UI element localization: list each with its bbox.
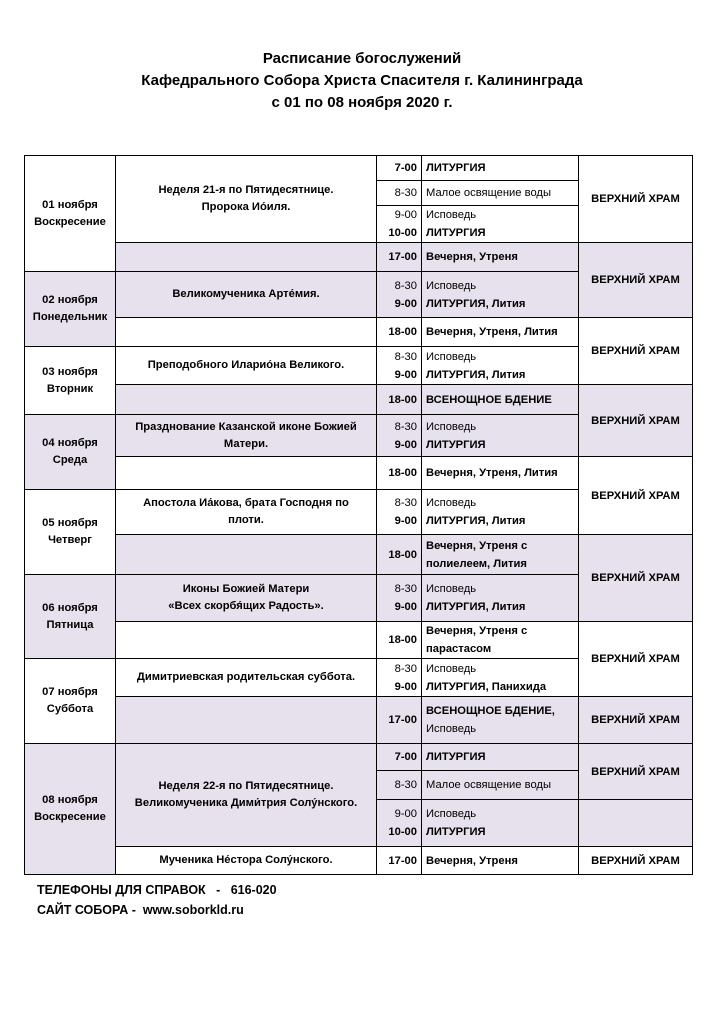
table-row xyxy=(25,385,693,415)
service-time: 17-00 xyxy=(377,243,422,272)
day-weekday: Пятница xyxy=(46,618,94,631)
service-name: Вечерня, Утреня xyxy=(422,243,579,272)
time-line: 8-30 xyxy=(394,583,417,595)
schedule-table xyxy=(24,155,693,875)
day-weekday: Понедельник xyxy=(32,311,108,323)
service-time xyxy=(377,490,422,535)
day-cell xyxy=(25,272,116,347)
time-line: 10-00 xyxy=(388,227,417,239)
day-date: 05 ноября xyxy=(42,517,98,529)
service-name xyxy=(422,800,579,847)
header-dates: с 01 по 08 ноября 2020 г. xyxy=(271,94,453,111)
service-line: Исповедь xyxy=(426,662,477,675)
feast-line: Апостола Иа́кова, брата Господня по xyxy=(143,497,349,509)
service-time: 18-00 xyxy=(377,457,422,490)
service-name xyxy=(422,575,579,622)
feast-cell xyxy=(116,490,377,535)
service-name: Вечерня, Утреня, Лития xyxy=(422,318,579,347)
feast-line: Матери. xyxy=(223,437,269,450)
service-line: Исповедь xyxy=(426,808,477,820)
day-weekday: Вторник xyxy=(46,382,94,395)
temple-cell-empty xyxy=(579,800,693,847)
service-name: Вечерня, Утреня, Лития xyxy=(422,457,579,490)
temple-cell: ВЕРХНИЙ ХРАМ xyxy=(579,744,693,800)
service-name: ЛИТУРГИЯ xyxy=(422,156,579,181)
time-line: 9-00 xyxy=(394,297,417,310)
service-time: 18-00 xyxy=(377,622,422,659)
time-line: 9-00 xyxy=(394,515,417,527)
service-time: 18-00 xyxy=(377,318,422,347)
service-time xyxy=(377,415,422,457)
service-time: 7-00 xyxy=(377,156,422,181)
service-line: полиелеем, Лития xyxy=(426,557,527,570)
table-row xyxy=(25,243,693,272)
service-name xyxy=(422,622,579,659)
feast-line: Неделя 22-я по Пятидесятнице. xyxy=(158,780,334,792)
temple-cell: ВЕРХНИЙ ХРАМ xyxy=(579,622,693,697)
day-date: 08 ноября xyxy=(42,794,98,806)
feast-cell: Великомученика Арте́мия. xyxy=(116,272,377,318)
service-line: Исповедь xyxy=(426,279,477,292)
day-cell xyxy=(25,744,116,875)
feast-line: Великомученика Дими́трия Солу́нского. xyxy=(134,797,358,809)
service-line: Исповедь xyxy=(426,583,477,595)
day-weekday: Воскресение xyxy=(34,215,106,228)
day-cell xyxy=(25,347,116,415)
table-row xyxy=(25,457,693,490)
table-row xyxy=(25,156,693,181)
service-time: 17-00 xyxy=(377,847,422,875)
service-line: ЛИТУРГИЯ, Лития xyxy=(426,368,526,381)
day-cell xyxy=(25,659,116,744)
service-line: Исповедь xyxy=(426,497,477,509)
service-line: Исповедь xyxy=(426,350,477,363)
feast-cell-empty xyxy=(116,622,377,659)
time-line: 9-00 xyxy=(394,601,417,613)
time-line: 8-30 xyxy=(394,350,417,363)
day-weekday: Суббота xyxy=(46,703,94,715)
table-row xyxy=(25,535,693,575)
feast-line: «Всех скорбя́щих Радость». xyxy=(168,600,324,612)
time-line: 9-00 xyxy=(394,209,417,221)
feast-cell-empty xyxy=(116,385,377,415)
service-line: ЛИТУРГИЯ, Лития xyxy=(426,515,526,527)
feast-cell: Преподобного Иларио́на Великого. xyxy=(116,347,377,385)
time-line: 8-30 xyxy=(394,420,417,433)
feast-cell-empty xyxy=(116,457,377,490)
temple-cell: ВЕРХНИЙ ХРАМ xyxy=(579,243,693,318)
service-line: парастасом xyxy=(426,643,492,655)
feast-cell-empty xyxy=(116,318,377,347)
service-line: Исповедь xyxy=(426,723,477,735)
service-name: Вечерня, Утреня xyxy=(422,847,579,875)
temple-cell: ВЕРХНИЙ ХРАМ xyxy=(579,457,693,535)
service-time: 8-30 xyxy=(377,771,422,800)
temple-cell: ВЕРХНИЙ ХРАМ xyxy=(579,535,693,622)
service-line: ЛИТУРГИЯ xyxy=(426,227,486,239)
day-date: 03 ноября xyxy=(42,365,98,378)
service-time xyxy=(377,272,422,318)
service-time: 18-00 xyxy=(377,385,422,415)
contacts-footer xyxy=(37,880,277,920)
table-row xyxy=(25,622,693,659)
day-weekday: Среда xyxy=(52,454,88,466)
feast-cell-empty xyxy=(116,535,377,575)
service-name xyxy=(422,415,579,457)
service-time xyxy=(377,800,422,847)
time-line: 9-00 xyxy=(394,368,417,381)
service-time xyxy=(377,575,422,622)
temple-cell: ВЕРХНИЙ ХРАМ xyxy=(579,318,693,385)
day-cell xyxy=(25,575,116,659)
feast-cell: Димитриевская родительская суббота. xyxy=(116,659,377,697)
day-date: 04 ноября xyxy=(42,437,98,449)
feast-cell: Мученика Не́стора Солу́нского. xyxy=(116,847,377,875)
phone-line: ТЕЛЕФОНЫ ДЛЯ СПРАВОК - 616-020 xyxy=(37,883,277,897)
site-line: САЙТ СОБОРА - www.soborkld.ru xyxy=(37,903,244,917)
day-date: 02 ноября xyxy=(42,294,98,306)
time-line: 9-00 xyxy=(394,438,417,451)
service-time: 18-00 xyxy=(377,535,422,575)
feast-line: Пророка Ио́иля. xyxy=(201,201,291,213)
service-line: ЛИТУРГИЯ, Лития xyxy=(426,297,526,310)
day-cell xyxy=(25,490,116,575)
service-name xyxy=(422,206,579,243)
feast-line: плоти. xyxy=(228,514,264,526)
feast-cell xyxy=(116,575,377,622)
day-date: 01 ноября xyxy=(42,198,98,211)
feast-line: Празднование Казанской иконе Божией xyxy=(135,420,357,433)
service-name xyxy=(422,659,579,697)
service-line: ВСЕНОЩНОЕ БДЕНИЕ, xyxy=(426,705,555,717)
service-name xyxy=(422,272,579,318)
temple-cell: ВЕРХНИЙ ХРАМ xyxy=(579,847,693,875)
service-name: Малое освящение воды xyxy=(422,771,579,800)
service-name xyxy=(422,490,579,535)
feast-cell-empty xyxy=(116,243,377,272)
table-row xyxy=(25,744,693,771)
day-cell xyxy=(25,156,116,272)
service-time xyxy=(377,659,422,697)
service-name: ВСЕНОЩНОЕ БДЕНИЕ xyxy=(422,385,579,415)
temple-cell: ВЕРХНИЙ ХРАМ xyxy=(579,697,693,744)
feast-cell-empty xyxy=(116,697,377,744)
service-name xyxy=(422,697,579,744)
time-line: 9-00 xyxy=(394,680,417,693)
schedule-header xyxy=(0,48,724,114)
service-name: Малое освящение воды xyxy=(422,181,579,206)
service-name xyxy=(422,535,579,575)
temple-cell: ВЕРХНИЙ ХРАМ xyxy=(579,385,693,457)
feast-cell xyxy=(116,156,377,243)
service-time: 8-30 xyxy=(377,181,422,206)
header-cathedral: Кафедрального Собора Христа Спасителя г. Калининграда xyxy=(141,72,583,89)
table-row xyxy=(25,847,693,875)
service-line: Вечерня, Утреня с xyxy=(426,625,528,637)
day-weekday: Воскресение xyxy=(34,811,106,823)
day-cell xyxy=(25,415,116,490)
feast-cell xyxy=(116,415,377,457)
table-row xyxy=(25,697,693,744)
time-line: 9-00 xyxy=(394,808,417,820)
table-row xyxy=(25,318,693,347)
time-line: 8-30 xyxy=(394,279,417,292)
service-line: Исповедь xyxy=(426,420,477,433)
time-line: 8-30 xyxy=(394,497,417,509)
feast-cell xyxy=(116,744,377,847)
header-title: Расписание богослужений xyxy=(262,50,462,67)
feast-line: Неделя 21-я по Пятидесятнице. xyxy=(158,184,334,196)
feast-line: Иконы Божией Матери xyxy=(182,583,310,595)
service-name: ЛИТУРГИЯ xyxy=(422,744,579,771)
service-time: 17-00 xyxy=(377,697,422,744)
service-line: Вечерня, Утреня с xyxy=(426,539,528,552)
day-date: 06 ноября xyxy=(42,601,98,614)
service-line: ЛИТУРГИЯ xyxy=(426,826,486,838)
service-time xyxy=(377,206,422,243)
service-line: Исповедь xyxy=(426,209,477,221)
service-time: 7-00 xyxy=(377,744,422,771)
temple-cell: ВЕРХНИЙ ХРАМ xyxy=(579,156,693,243)
service-line: ЛИТУРГИЯ, Лития xyxy=(426,601,526,613)
time-line: 8-30 xyxy=(394,662,417,675)
service-name xyxy=(422,347,579,385)
service-time xyxy=(377,347,422,385)
day-weekday: Четверг xyxy=(48,534,92,546)
service-line: ЛИТУРГИЯ xyxy=(426,438,486,451)
time-line: 10-00 xyxy=(388,826,417,838)
day-date: 07 ноября xyxy=(42,686,98,698)
service-line: ЛИТУРГИЯ, Панихида xyxy=(426,680,547,693)
